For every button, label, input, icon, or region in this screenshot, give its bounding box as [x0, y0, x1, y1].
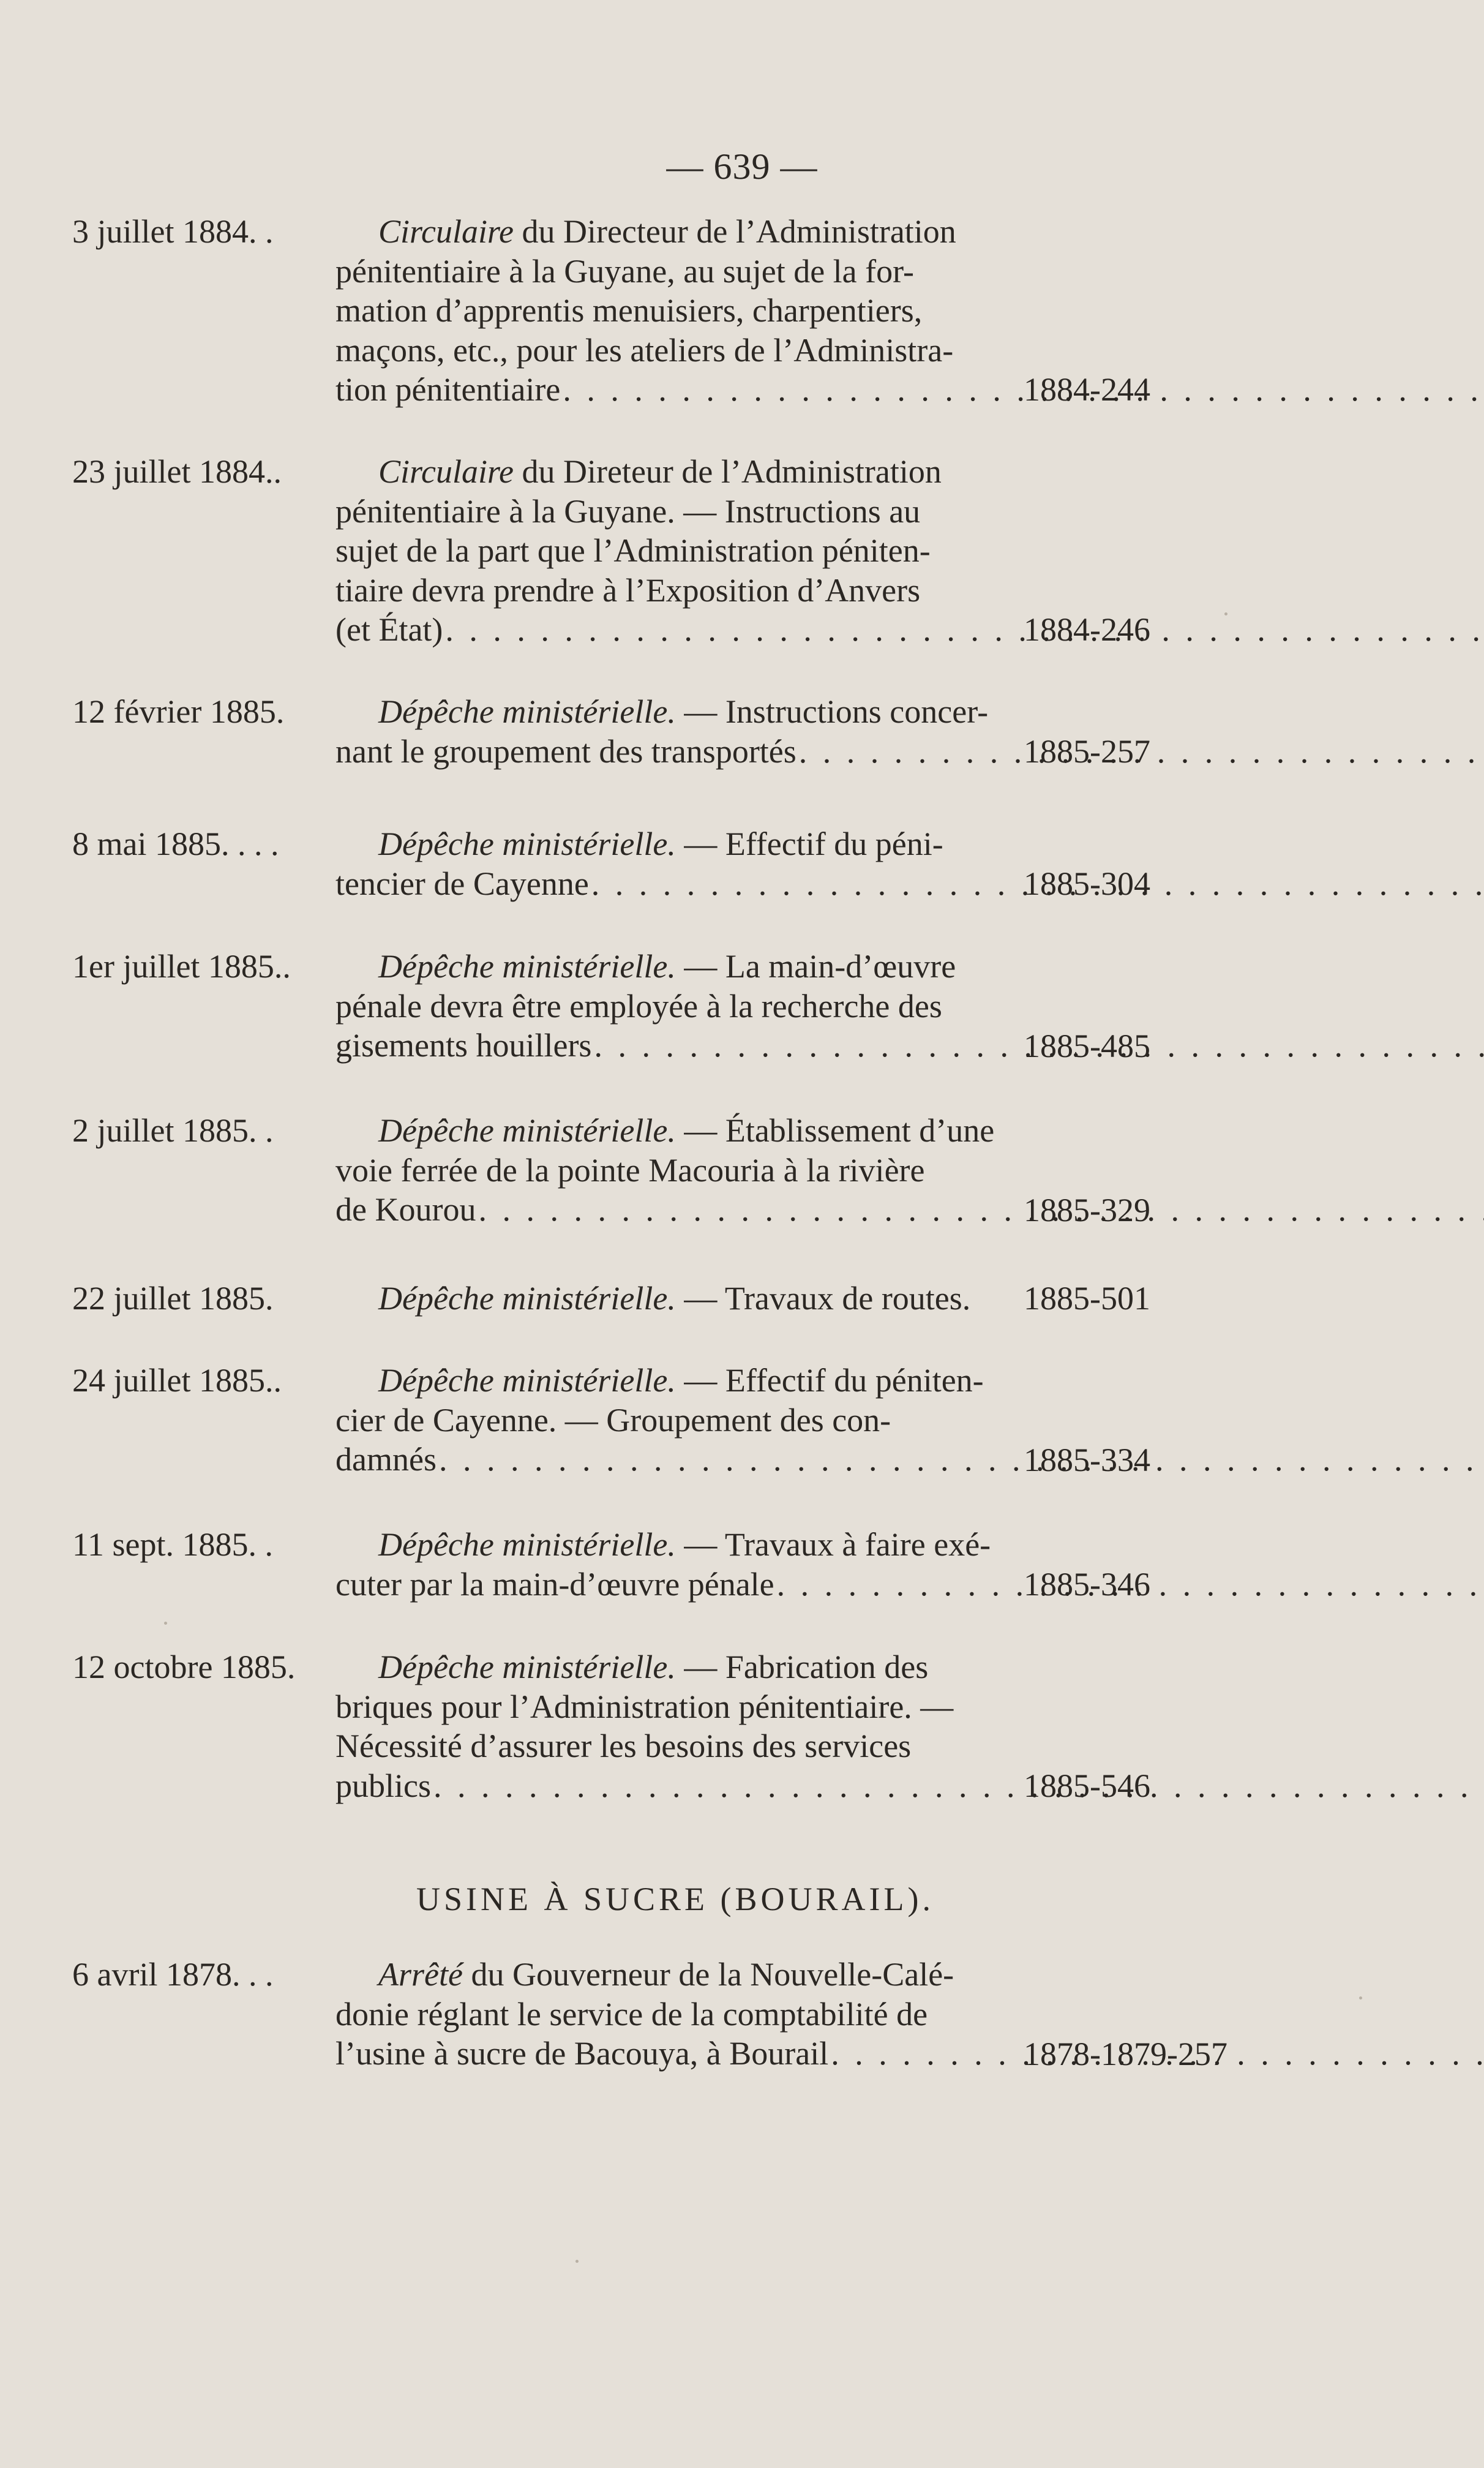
- entry-lead: Circulaire: [378, 453, 514, 490]
- entry-lead: Circulaire: [378, 213, 514, 250]
- paper-speck: [164, 1622, 167, 1625]
- dot-leader: [433, 1767, 1484, 1804]
- entry-text: [335, 1361, 1015, 1480]
- entry-line: [335, 947, 1015, 987]
- entry-line: [335, 824, 1015, 864]
- entry-last-line: [335, 1766, 1015, 1806]
- entry-line: maçons, etc., pour les ateliers de l’Administra-: [335, 331, 954, 369]
- entry-line: tiaire devra prendre à l’Exposition d’Anvers: [335, 571, 921, 609]
- entry-line: [335, 1647, 1015, 1687]
- entry-text: [335, 1955, 1015, 2074]
- entry-line: pénitentiaire à la Guyane, au sujet de la for-: [335, 252, 914, 290]
- entry-reference: 1885-485: [1024, 1028, 1150, 1064]
- entry-line: [335, 1525, 1015, 1565]
- entry-last-line: [335, 732, 1015, 772]
- entry-last-line-text: publics: [335, 1767, 431, 1804]
- entry-date: 2 juillet 1885. .: [72, 1112, 274, 1149]
- entry-date: 24 juillet 1885..: [72, 1362, 282, 1399]
- entry-line-text: du Gouverneur de la Nouvelle-Calé-: [471, 1956, 954, 1993]
- entry-last-line: [335, 610, 1015, 650]
- entry-last-line: [335, 864, 1015, 904]
- entry-lead: Dépêche ministérielle.: [378, 1526, 676, 1563]
- entry-text: [335, 1111, 1015, 1230]
- entry-reference: 1885-346: [1024, 1566, 1150, 1603]
- dot-leader: [439, 1441, 1484, 1478]
- entry-last-line-text: (et État): [335, 611, 443, 648]
- entry-lead: Dépêche ministérielle.: [378, 948, 676, 985]
- entry-line: [335, 1111, 1015, 1151]
- entry-date: 3 juillet 1884. .: [72, 213, 274, 250]
- entry-last-line-text: — Travaux de routes.: [684, 1280, 971, 1317]
- entry-line: cier de Cayenne. — Groupement des con-: [335, 1401, 891, 1439]
- entry-reference: 1878-1879-257: [1024, 2036, 1227, 2072]
- entry-text: [335, 452, 1015, 650]
- entry-line: pénitentiaire à la Guyane. — Instructions au: [335, 492, 921, 530]
- entry-reference: 1885-546: [1024, 1767, 1150, 1804]
- entry-last-line-text: de Kourou: [335, 1191, 476, 1228]
- entry-date: 8 mai 1885. . . .: [72, 826, 279, 862]
- entry-lead: Dépêche ministérielle.: [378, 1362, 676, 1399]
- entry-reference: 1885-501: [1024, 1280, 1150, 1317]
- entry-last-line-text: cuter par la main-d’œuvre pénale: [335, 1565, 774, 1603]
- entry-date: 6 avril 1878. . .: [72, 1956, 274, 1993]
- entry-last-line: [335, 1026, 1015, 1066]
- entry-text: [335, 212, 1015, 410]
- entry-text: [335, 824, 1015, 903]
- entry-reference: 1885-257: [1024, 733, 1150, 770]
- entry-line-text: — Travaux à faire exé-: [684, 1526, 991, 1563]
- entry-reference: 1885-329: [1024, 1192, 1150, 1228]
- entry-last-line: [335, 1190, 1015, 1230]
- entry-line-text: du Direteur de l’Administration: [522, 453, 942, 490]
- entry-reference: 1884-246: [1024, 611, 1150, 648]
- entry-last-line-text: nant le groupement des transportés: [335, 732, 796, 770]
- entry-lead: Dépêche ministérielle.: [378, 1112, 676, 1149]
- entry-text: [335, 1279, 1015, 1319]
- entry-line-text: — Instructions concer-: [684, 693, 989, 730]
- entry-last-line-text: l’usine à sucre de Bacouya, à Bourail: [335, 2035, 829, 2072]
- entry-last-line: [335, 1440, 1015, 1480]
- paper-speck: [1224, 612, 1227, 615]
- entry-lead: Dépêche ministérielle.: [378, 693, 676, 730]
- entry-date: 22 juillet 1885.: [72, 1280, 274, 1317]
- entry-reference: 1885-304: [1024, 865, 1150, 902]
- entry-line: pénale devra être employée à la recherche des: [335, 987, 942, 1025]
- entry-line-text: — Établissement d’une: [684, 1112, 995, 1149]
- dot-leader: [478, 1191, 1484, 1228]
- entry-date: 23 juillet 1884..: [72, 453, 282, 490]
- entry-line: briques pour l’Administration pénitentiaire. —: [335, 1688, 954, 1725]
- entry-lead: Dépêche ministérielle.: [378, 826, 676, 862]
- entry-text: [335, 1525, 1015, 1604]
- entry-line: voie ferrée de la pointe Macouria à la rivière: [335, 1151, 925, 1189]
- entry-reference: 1884-244: [1024, 371, 1150, 408]
- entry-lead: Dépêche ministérielle.: [378, 1280, 676, 1317]
- entry-last-line: [335, 1565, 1015, 1605]
- entry-line: [335, 212, 1015, 252]
- entry-line-text: — Effectif du péni-: [684, 826, 943, 862]
- entry-date: 1er juillet 1885..: [72, 948, 291, 985]
- entry-text: [335, 947, 1015, 1066]
- entry-line: mation d’apprentis menuisiers, charpentiers,: [335, 292, 923, 329]
- entry-line: [335, 1955, 1015, 1995]
- entry-last-line-text: gisements houillers: [335, 1027, 592, 1064]
- entry-last-line-text: damnés: [335, 1441, 437, 1478]
- entry-line: [335, 692, 1015, 732]
- entry-line-text: — Effectif du péniten-: [684, 1362, 984, 1399]
- entry-last-line: [335, 2034, 1015, 2074]
- entry-date: 12 octobre 1885.: [72, 1649, 296, 1685]
- paper-speck: [1359, 1996, 1362, 2000]
- entry-line: sujet de la part que l’Administration péniten-: [335, 532, 931, 569]
- entry-text: [335, 1647, 1015, 1805]
- entry-last-line-text: tencier de Cayenne: [335, 865, 589, 902]
- entry-lead: Arrêté: [378, 1956, 463, 1993]
- entry-text: [335, 692, 1015, 771]
- entry-line-text: — La main-d’œuvre: [684, 948, 956, 985]
- entry-date: 12 février 1885.: [72, 693, 285, 730]
- entry-line: [335, 452, 1015, 492]
- dot-leader: [445, 611, 1484, 648]
- entry-line-text: — Fabrication des: [684, 1649, 929, 1685]
- page-number: — 639 —: [666, 146, 818, 187]
- paper-speck: [575, 2260, 579, 2263]
- entry-line: donie réglant le service de la comptabilité de: [335, 1995, 928, 2033]
- entry-lead: Dépêche ministérielle.: [378, 1649, 676, 1685]
- entry-line: [335, 1361, 1015, 1401]
- entry-reference: 1885-334: [1024, 1442, 1150, 1478]
- entry-last-line-text: tion pénitentiaire: [335, 371, 561, 408]
- section-heading: USINE À SUCRE (BOURAIL).: [416, 1881, 934, 1917]
- entry-line: Nécessité d’assurer les besoins des services: [335, 1728, 912, 1764]
- entry-last-line: [335, 370, 1015, 410]
- entry-line-text: du Directeur de l’Administration: [522, 213, 956, 250]
- entry-line: [335, 1279, 1015, 1319]
- entry-date: 11 sept. 1885. .: [72, 1526, 273, 1563]
